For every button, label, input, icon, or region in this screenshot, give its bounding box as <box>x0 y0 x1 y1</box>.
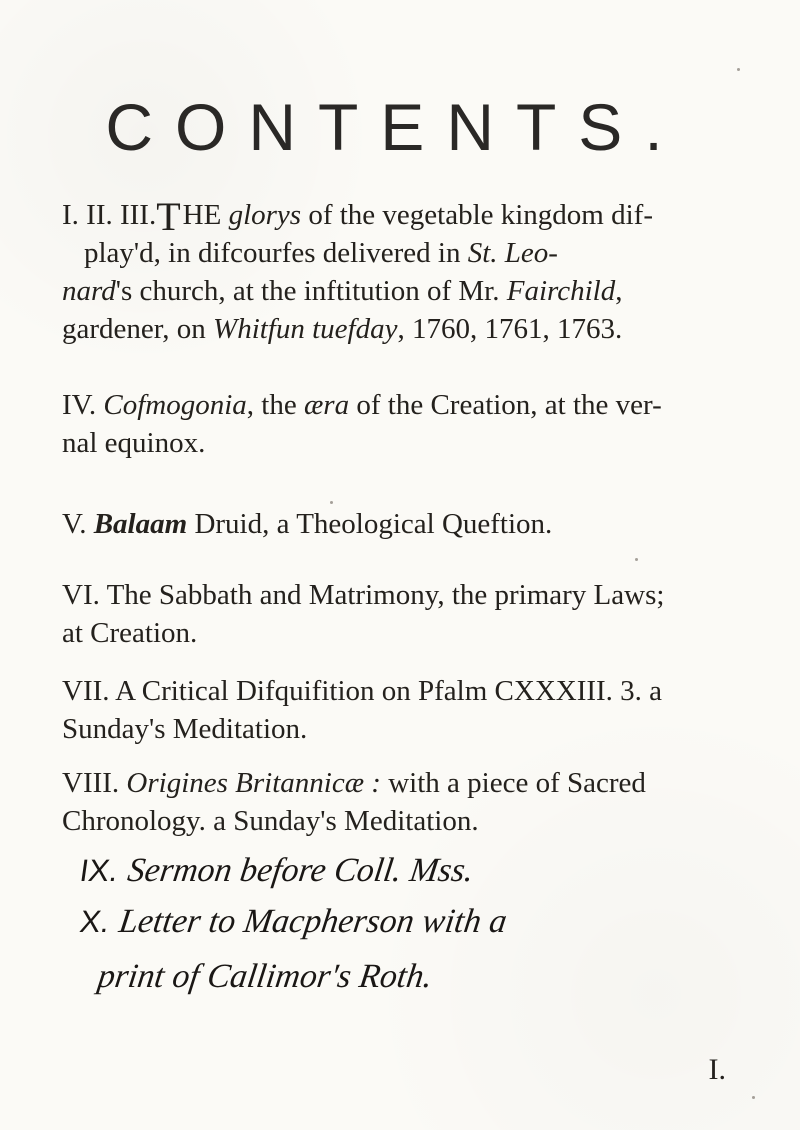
entry-1-3-line-3: 's church, at the inftitution of Mr. <box>115 275 507 307</box>
entry-5-rest: Druid, a Theological Queftion. <box>187 508 553 540</box>
entry-1-3 <box>62 196 727 348</box>
handwritten-entry-10-continued <box>85 958 700 996</box>
entry-8-rest: with a piece of Sacred <box>380 767 646 799</box>
catchword: I. <box>708 1053 726 1086</box>
entry-7-line-1: VII. A Critical Difquifition on Pfalm CXXXIII. 3. a <box>62 675 663 707</box>
entry-8-line-2: Chronology. a Sunday's Meditation. <box>62 805 479 837</box>
entry-5-bold-italic: Balaam <box>93 508 188 540</box>
entry-4 <box>62 386 727 462</box>
entry-1-3-line-1c: of the vegetable kingdom dif- <box>301 199 653 231</box>
entry-4-line-2: nal equinox. <box>62 427 206 459</box>
entry-7 <box>62 672 727 748</box>
entry-1-3-line-3-end: , <box>615 275 623 307</box>
entry-7-line-2: Sunday's Meditation. <box>62 713 308 745</box>
entry-5 <box>62 505 727 543</box>
paper-speck <box>330 501 333 504</box>
entry-4-prefix: IV. <box>62 389 104 421</box>
entry-8-italic: Origines Britannicæ : <box>126 767 381 799</box>
handwritten-entry-10-mark: X. <box>77 904 112 939</box>
entry-1-3-line-4a: gardener, on <box>62 313 214 345</box>
contents-title: CONTENTS. <box>105 90 685 164</box>
entry-1-3-line-4-italic: Whitfun tuefday <box>213 313 398 345</box>
paper-speck <box>752 1096 755 1099</box>
entry-1-3-line-1b: glorys <box>228 199 302 231</box>
entry-4-rest: of the Creation, at the ver- <box>349 389 662 421</box>
handwritten-entry-10-text: Letter to Macpherson with a <box>116 903 510 940</box>
entry-6-line-2: at Creation. <box>62 617 198 649</box>
entry-1-3-line-3-italic: nard <box>62 275 116 307</box>
handwritten-entry-9 <box>77 852 692 890</box>
entry-4-italic-2: æra <box>303 389 350 421</box>
entry-1-3-line-4-end: , 1760, 1761, 1763. <box>397 313 623 345</box>
entry-6 <box>62 576 727 652</box>
handwritten-entry-10-continued-text: print of Callimor's Roth. <box>95 958 435 995</box>
entry-6-line-1: VI. The Sabbath and Matrimony, the primary Laws; <box>62 579 665 611</box>
entry-4-mid: , the <box>246 389 304 421</box>
entry-1-3-line-1a: HE <box>182 199 229 231</box>
entry-8 <box>62 764 727 840</box>
dropcap-t: T <box>156 194 181 239</box>
entry-8-prefix: VIII. <box>62 767 127 799</box>
entry-4-italic-1: Cofmogonia <box>103 389 247 421</box>
paper-speck <box>635 558 638 561</box>
handwritten-entry-10 <box>77 903 692 941</box>
entry-5-prefix: V. <box>62 508 94 540</box>
paper-speck <box>737 68 740 71</box>
entry-1-3-line-2-italic: St. Leo- <box>467 237 558 269</box>
entry-1-3-prefix: I. II. III. <box>62 199 157 231</box>
entry-1-3-line-3-tail: Fairchild <box>506 275 616 307</box>
handwritten-entry-10-continued-mark <box>86 959 91 994</box>
handwritten-entry-9-mark: IX. <box>77 853 121 888</box>
handwritten-entry-9-text: Sermon before Coll. Mss. <box>125 852 476 889</box>
entry-1-3-line-2: play'd, in difcourfes delivered in <box>84 237 468 269</box>
